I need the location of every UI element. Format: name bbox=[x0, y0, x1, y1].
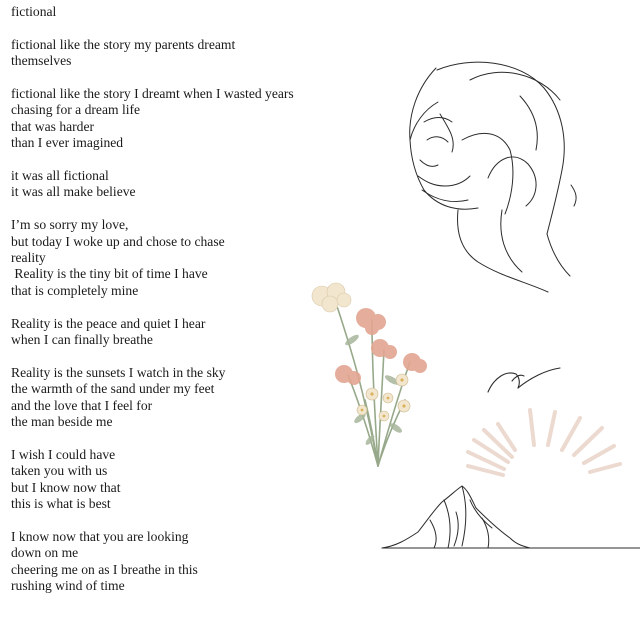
poem-line: when I can finally breathe bbox=[11, 332, 153, 348]
poem-line: fictional like the story I dreamt when I wasted years bbox=[11, 86, 294, 101]
poem-line: cheering me on as I breathe in this bbox=[11, 561, 198, 577]
poem-line: reality bbox=[11, 250, 46, 266]
poem-line: Reality is the sunsets I watch in the sky bbox=[11, 364, 226, 380]
sun-rays-icon bbox=[468, 410, 620, 475]
poem-line: the warmth of the sand under my feet bbox=[11, 381, 215, 397]
poem-title: fictional bbox=[11, 4, 57, 19]
poem-line: and the love that I feel for bbox=[11, 397, 153, 413]
poem-line: fictional like the story my parents dreamt bbox=[11, 36, 236, 52]
poem-line: I wish I could have bbox=[11, 446, 116, 462]
poem-line: taken you with us bbox=[11, 463, 108, 479]
poem-line: it was all fictional bbox=[11, 168, 109, 184]
poem-line: but today I woke up and chose to chase bbox=[11, 233, 225, 249]
poem-line: down on me bbox=[11, 545, 79, 561]
poem-line: chasing for a dream life bbox=[11, 102, 141, 118]
poem-line: themselves bbox=[11, 53, 72, 69]
poem-line: it was all make believe bbox=[11, 184, 136, 200]
poem-line: that was harder bbox=[11, 118, 95, 134]
flower-bouquet-icon bbox=[312, 283, 427, 466]
face-line-drawing-icon bbox=[410, 62, 576, 292]
poem-line: the man beside me bbox=[11, 414, 113, 430]
poem-line: than I ever imagined bbox=[11, 135, 124, 151]
bird-icon bbox=[488, 368, 560, 392]
poem-line: Reality is the peace and quiet I hear bbox=[11, 315, 206, 331]
poem-line: rushing wind of time bbox=[11, 578, 125, 594]
poem-line: Reality is the tiny bit of time I have bbox=[11, 266, 208, 282]
mountain-icon bbox=[382, 486, 640, 548]
poem-line: I know now that you are looking bbox=[11, 528, 189, 544]
poem-line: that is completely mine bbox=[11, 282, 139, 298]
poem-line: I’m so sorry my love, bbox=[11, 217, 129, 233]
poem-line: but I know now that bbox=[11, 479, 121, 495]
poem-line: this is what is best bbox=[11, 496, 111, 512]
